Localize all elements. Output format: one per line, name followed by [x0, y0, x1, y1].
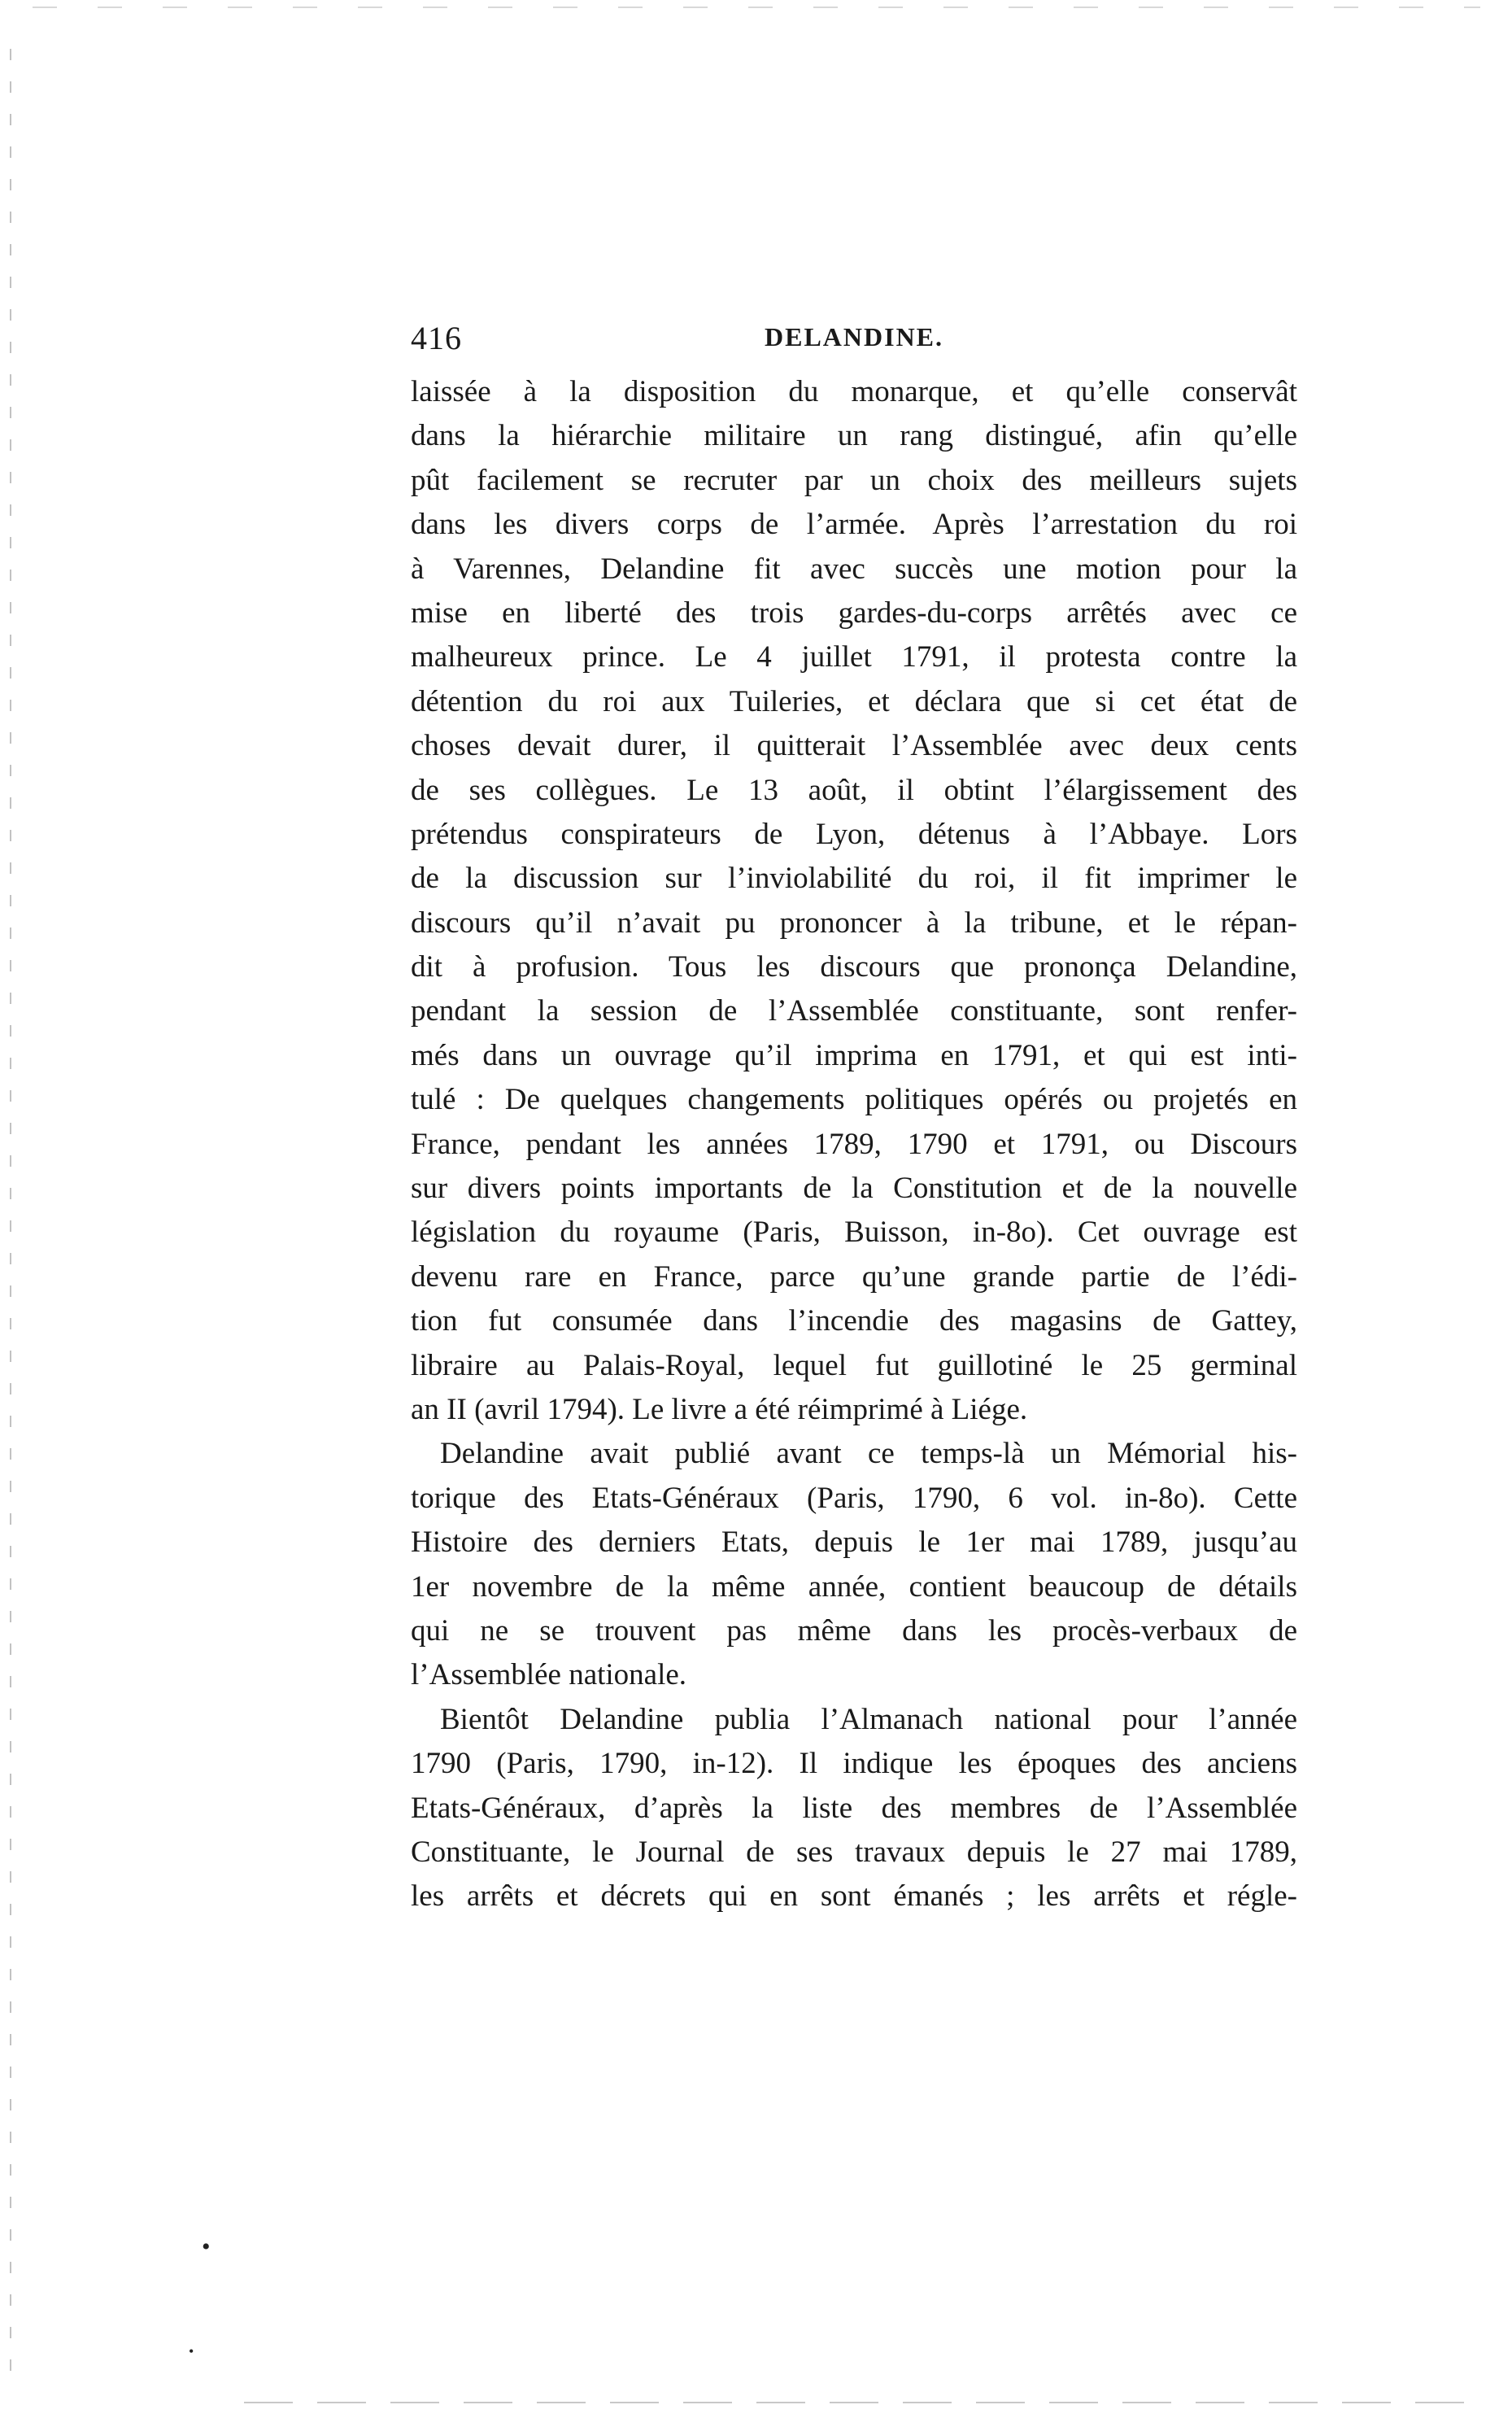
- text-line: devenu rare en France, parce qu’une grande partie de l’édi-: [411, 1259, 1297, 1294]
- text-line: l’Assemblée nationale.: [411, 1658, 687, 1692]
- page-number: 416: [411, 320, 462, 356]
- text-line: libraire au Palais-Royal, lequel fut guillotiné le 25 germinal: [411, 1348, 1297, 1382]
- text-line: pendant la session de l’Assemblée constituante, sont renfer-: [411, 994, 1297, 1028]
- text-line: torique des Etats-Généraux (Paris, 1790, 6 vol. in-8o). Cette: [411, 1481, 1297, 1515]
- text-line: Bientôt Delandine publia l’Almanach national pour l’année: [440, 1702, 1297, 1736]
- text-line: sur divers points importants de la Constitution et de la nouvelle: [411, 1172, 1297, 1206]
- text-line: més dans un ouvrage qu’il imprima en 1791, et qui est inti-: [411, 1038, 1297, 1072]
- ink-speck-mark: •: [189, 2343, 194, 2359]
- text-line: dans les divers corps de l’armée. Après l’arrestation du roi: [411, 508, 1297, 542]
- text-line: détention du roi aux Tuileries, et déclara que si cet état de: [411, 684, 1297, 718]
- text-line: Histoire des derniers Etats, depuis le 1er mai 1789, jusqu’au: [411, 1525, 1297, 1560]
- text-line: discours qu’il n’avait pu prononcer à la tribune, et le répan-: [411, 906, 1297, 940]
- text-line: mise en liberté des trois gardes-du-corps arrêtés avec ce: [411, 596, 1297, 630]
- scan-top-edge: [33, 7, 1480, 8]
- text-line: Delandine avait publié avant ce temps-là un Mémorial his-: [440, 1437, 1297, 1471]
- running-head: [411, 319, 1297, 360]
- text-line: tion fut consumée dans l’incendie des magasins de Gattey,: [411, 1304, 1297, 1338]
- text-line: de ses collègues. Le 13 août, il obtint l’élargissement des: [411, 773, 1297, 807]
- ink-speck-mark: •: [202, 2233, 211, 2260]
- text-line: législation du royaume (Paris, Buisson, in-8o). Cet ouvrage est: [411, 1216, 1297, 1250]
- body-text: [411, 370, 1297, 1919]
- text-line: pût facilement se recruter par un choix des meilleurs sujets: [411, 463, 1297, 497]
- text-line: prétendus conspirateurs de Lyon, détenus à l’Abbaye. Lors: [411, 817, 1297, 851]
- text-line: laissée à la disposition du monarque, et qu’elle conservât: [411, 375, 1297, 408]
- text-line: les arrêts et décrets qui en sont émanés ; les arrêts et régle-: [411, 1879, 1297, 1914]
- text-line: Constituante, le Journal de ses travaux depuis le 27 mai 1789,: [411, 1835, 1297, 1869]
- text-line: de la discussion sur l’inviolabilité du roi, il fit imprimer le: [411, 862, 1297, 896]
- text-line: an II (avril 1794). Le livre a été réimprimé à Liége.: [411, 1392, 1028, 1426]
- text-line: 1er novembre de la même année, contient beaucoup de détails: [411, 1569, 1297, 1604]
- text-line: à Varennes, Delandine fit avec succès une motion pour la: [411, 552, 1297, 586]
- text-line: France, pendant les années 1789, 1790 et 1791, ou Discours: [411, 1127, 1297, 1161]
- text-line: tulé : De quelques changements politiques opérés ou projetés en: [411, 1083, 1297, 1117]
- text-line: Etats-Généraux, d’après la liste des membres de l’Assemblée: [411, 1791, 1297, 1825]
- text-line: 1790 (Paris, 1790, in-12). Il indique les époques des anciens: [411, 1747, 1297, 1781]
- text-line: dit à profusion. Tous les discours que prononça Delandine,: [411, 950, 1297, 984]
- text-line: choses devait durer, il quitterait l’Assemblée avec deux cents: [411, 729, 1297, 763]
- scan-left-edge: [10, 49, 11, 2376]
- text-line: malheureux prince. Le 4 juillet 1791, il protesta contre la: [411, 640, 1297, 674]
- text-line: qui ne se trouvent pas même dans les procès-verbaux de: [411, 1613, 1297, 1648]
- running-title: DELANDINE.: [764, 322, 944, 351]
- scan-bottom-edge: [244, 2402, 1464, 2403]
- text-line: dans la hiérarchie militaire un rang distingué, afin qu’elle: [411, 419, 1297, 453]
